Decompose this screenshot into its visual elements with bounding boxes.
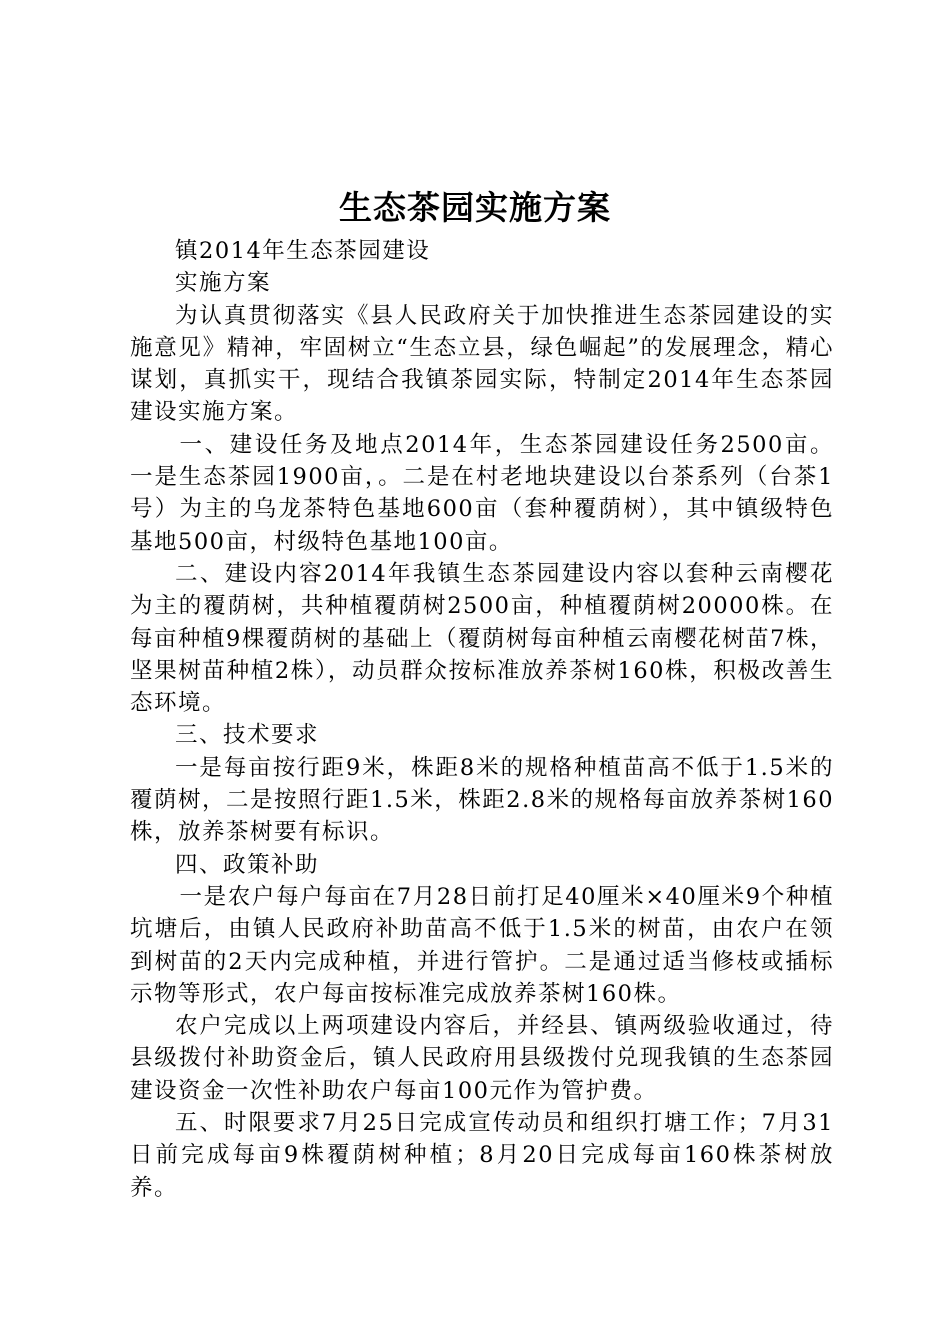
paragraph-introduction: 为认真贯彻落实《县人民政府关于加快推进生态茶园建设的实施意见》精神，牢固树立“生态立县，绿色崛起”的发展理念，精心谋划，真抓实干，现结合我镇茶园实际，特制定2014年生态茶园建设实施方案。	[130, 302, 834, 426]
paragraph-subtitle-line-1: 镇2014年生态茶园建设	[175, 238, 431, 264]
paragraph-section-4-policy: 一是农户每户每亩在7月28日前打足40厘米×40厘米9个种植坑塘后，由镇人民政府补助苗高不低于1.5米的树苗，由农户在领到树苗的2天内完成种植，并进行管护。二是通过适当修枝或插标示物等形式，农户每亩按标准完成放养茶树160株。	[130, 883, 834, 1007]
paragraph-section-5-timeline: 五、时限要求7月25日完成宣传动员和组织打塘工作；7月31日前完成每亩9株覆荫树种植；8月20日完成每亩160株茶树放养。	[130, 1110, 834, 1201]
paragraph-section-2-content: 二、建设内容2014年我镇生态茶园建设内容以套种云南樱花为主的覆荫树，共种植覆荫树2500亩，种植覆荫树20000株。在每亩种植9棵覆荫树的基础上（覆荫树每亩种植云南樱花树苗7株，坚果树苗种植2株），动员群众按标准放养茶树160株，积极改善生态环境。	[130, 560, 834, 717]
paragraph-section-3-technical: 一是每亩按行距9米，株距8米的规格种植苗高不低于1.5米的覆荫树，二是按照行距1.5米，株距2.8米的规格每亩放养茶树160株，放养茶树要有标识。	[130, 754, 835, 846]
document-title: 生态茶园实施方案	[339, 188, 611, 227]
heading-section-3-technical: 三、技术要求	[175, 722, 320, 749]
document-body	[130, 235, 834, 1204]
paragraph-section-4-subsidy: 农户完成以上两项建设内容后，并经县、镇两级验收通过，待县级拨付补助资金后，镇人民政府用县级拨付兑现我镇的生态茶园建设资金一次性补助农户每亩100元作为管护费。	[130, 1013, 834, 1104]
paragraph-subtitle-line-2: 实施方案	[175, 270, 272, 297]
paragraph-section-1-tasks: 一、建设任务及地点2014年，生态茶园建设任务2500亩。一是生态茶园1900亩，。二是在村老地块建设以台茶系列（台茶1号）为主的乌龙茶特色基地600亩（套种覆荫树），其中镇级特色基地500亩，村级特色基地100亩。	[130, 431, 834, 555]
heading-section-4-policy: 四、政策补助	[175, 851, 320, 878]
